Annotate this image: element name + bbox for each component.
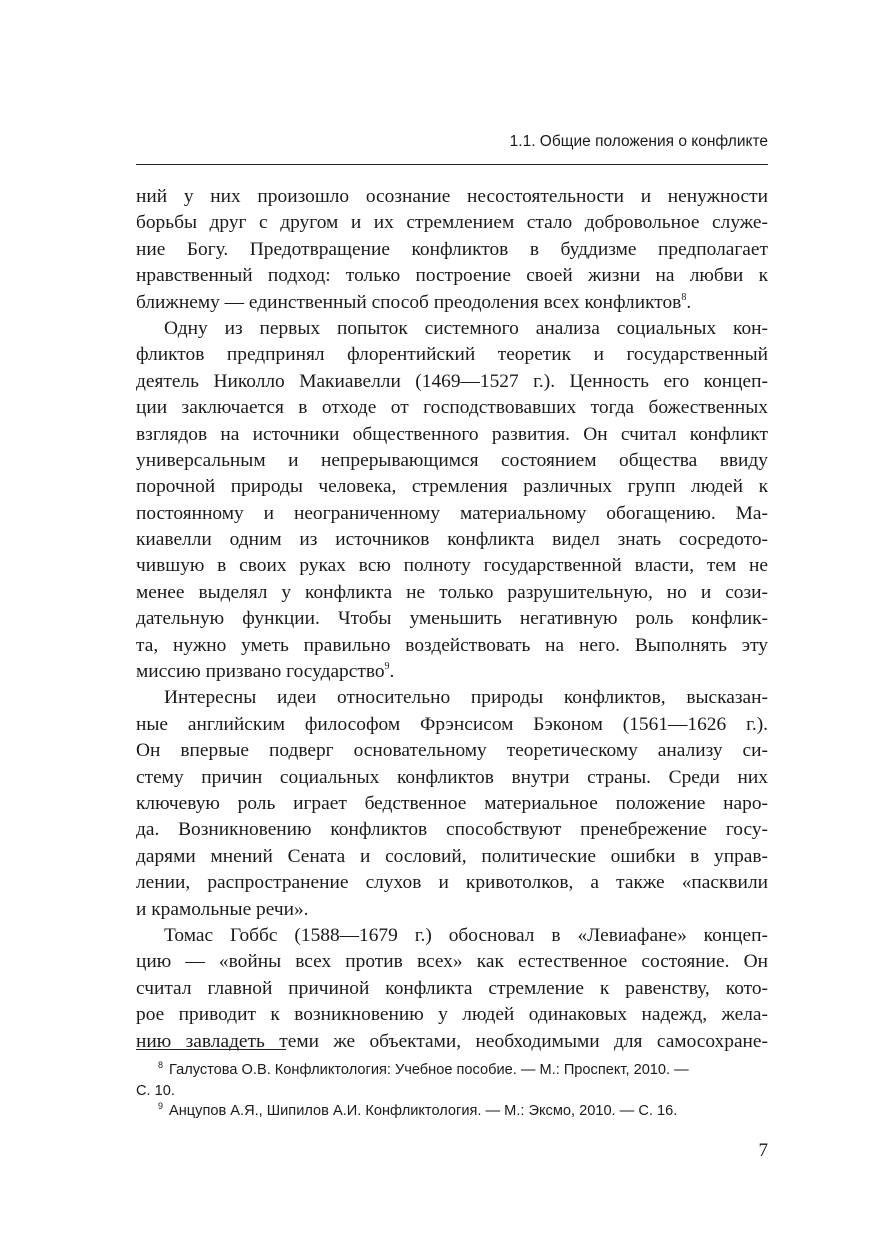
footnote-text: Анцупов А.Я., Шипилов А.И. Конфликтология. — М.: Эксмо, 2010. — С. 16. [169,1103,678,1119]
text-line: лении, распространение слухов и кривотолков, а также «пасквили [136,872,768,894]
text-line: рое приводит к возникновению у людей одинаковых надежд, жела- [136,1004,768,1026]
paragraph-3 [136,685,768,923]
footnote-8 [136,1060,768,1101]
text-line: постоянному и неограниченному материальному обогащению. Ма- [136,502,768,524]
text-line: Интересны идеи относительно природы конфликтов, высказан- [164,687,768,709]
footnote-mark: 8 [158,1060,164,1070]
text-line: ции заключается в отходе от господствовавших тогда божественных [136,397,768,419]
text-line: дательную функции. Чтобы уменьшить негативную роль конфлик- [136,608,768,630]
text-line: борьбы друг с другом и их стремлением стало добровольное служе- [136,212,768,234]
text-line: деятель Николло Макиавелли (1469—1527 г.). Ценность его концеп- [136,370,768,392]
text-line: Томас Гоббс (1588—1679 г.) обосновал в «Левиафане» концеп- [164,924,768,946]
text-line: цию — «войны всех против всех» как естественное состояние. Он [136,951,768,973]
text-line: порочной природы человека, стремления различных групп людей к [136,476,768,498]
text-line: киавелли одним из источников конфликта видел знать сосредото- [136,529,768,551]
text-line: универсальным и непрерывающимся состоянием общества ввиду [136,449,768,471]
text-line: та, нужно уметь правильно воздействовать на него. Выполнять эту [136,634,768,656]
text-line: взглядов на источники общественного развития. Он считал конфликт [136,423,768,445]
footnote-text: Галустова О.В. Конфликтология: Учебное пособие. — М.: Проспект, 2010. — [169,1062,689,1078]
text-line [136,659,768,685]
text-line: и крамольные речи». [136,898,309,920]
footnote-9 [136,1101,768,1122]
footnote-line [136,1060,768,1081]
header-rule [136,164,768,165]
footnote-mark: 9 [158,1101,164,1111]
footnote-rule [136,1049,286,1050]
footnote-ref[interactable]: 9 [384,661,390,673]
text-line: ные английским философом Фрэнсисом Бэконом (1561—1626 г.). [136,713,768,735]
text-line: Одну из первых попыток системного анализа социальных кон- [164,317,768,339]
text-line: чившую в своих руках всю полноту государственной власти, тем не [136,555,768,577]
paragraph-2 [136,316,768,685]
footnote-line [136,1101,768,1122]
sentence-end: . [686,291,692,313]
footnote-line: С. 10. [136,1082,175,1099]
page-number: 7 [758,1140,768,1161]
paragraph-1 [136,184,768,316]
text-line: Он впервые подверг основательному теоретическому анализу си- [136,740,768,762]
paragraph-4 [136,923,768,1055]
text-line: стему причин социальных конфликтов внутри страны. Среди них [136,766,768,788]
footnotes [136,1060,768,1122]
text-line: менее выделял у конфликта не только разрушительную, но и сози- [136,581,768,603]
text-line: нравственный подход: только построение своей жизни на любви к [136,265,768,287]
body-text [136,184,768,1055]
text-line: дарями мнений Сената и сословий, политические ошибки в управ- [136,845,768,867]
text-line: да. Возникновению конфликтов способствуют пренебрежение госу- [136,819,768,841]
text-line [136,290,768,316]
running-head: 1.1. Общие положения о конфликте [509,133,768,150]
text-segment: ближнему — единственный способ преодоления всех конфликтов [136,291,682,313]
text-line: ний у них произошло осознание несостоятельности и ненужности [136,186,768,207]
text-line: фликтов предпринял флорентийский теоретик и государственный [136,344,768,366]
text-line: ключевую роль играет бедственное материальное положение наро- [136,792,768,814]
text-line: ние Богу. Предотвращение конфликтов в буддизме предполагает [136,238,768,260]
footnote-ref[interactable]: 8 [681,291,687,303]
sentence-end: . [389,661,395,683]
text-line: нию завладеть теми же объектами, необходимыми для самосохране- [136,1030,768,1052]
text-segment: миссию призвано государство [136,661,385,683]
text-line: считал главной причиной конфликта стремление к равенству, кото- [136,977,768,999]
